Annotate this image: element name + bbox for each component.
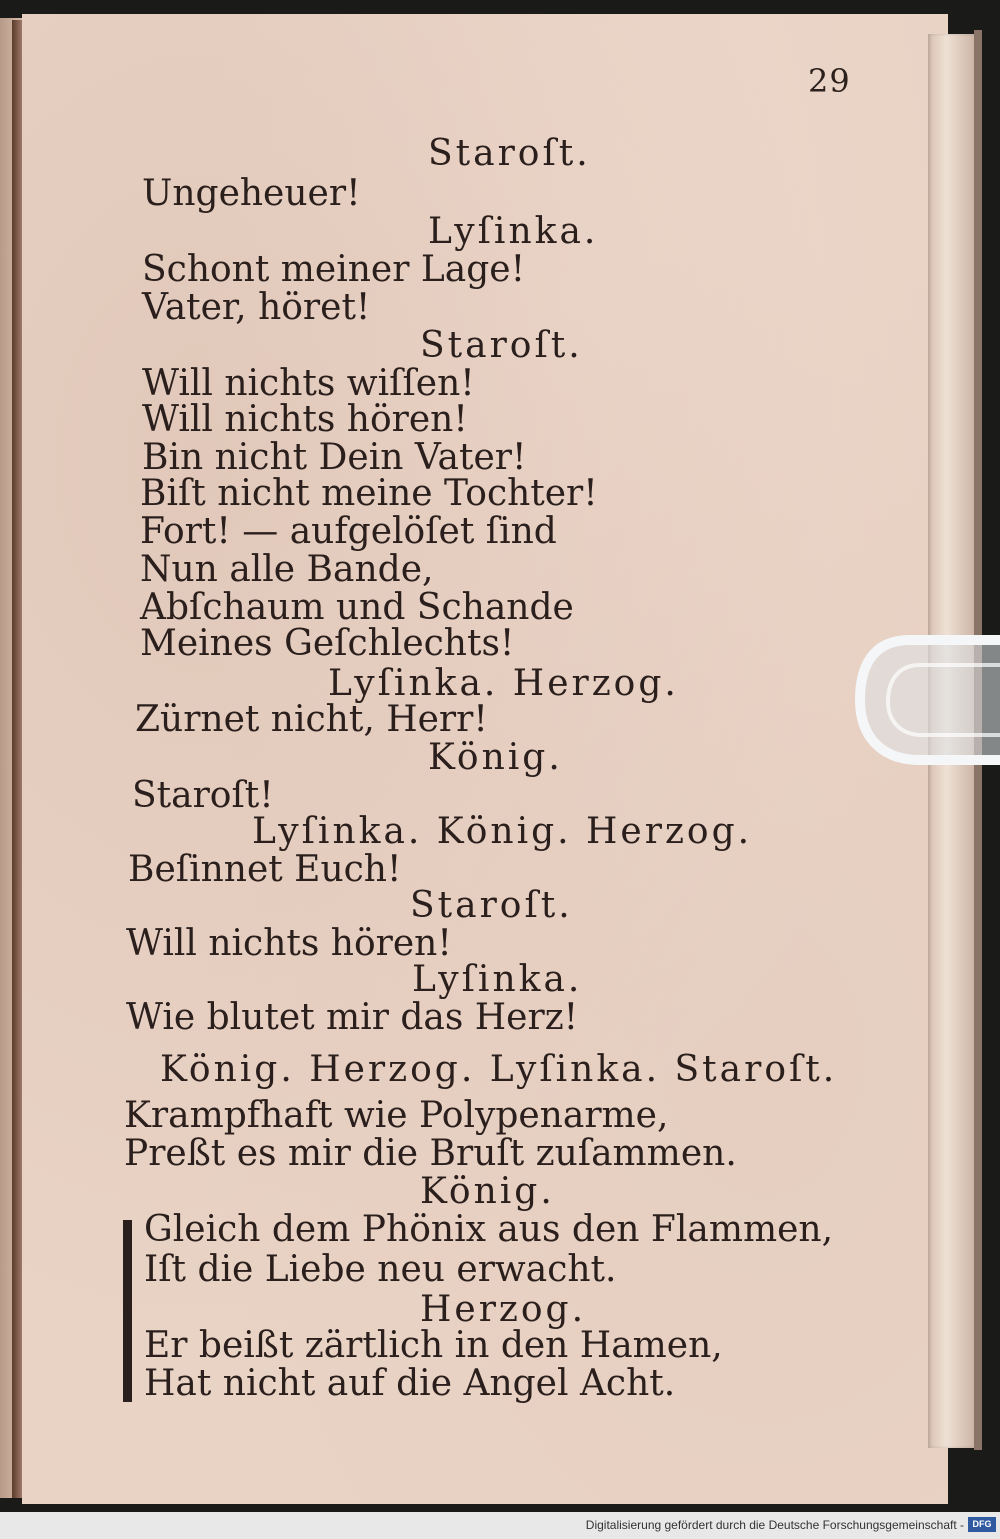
verse-line: Biſt nicht meine Tochter! <box>140 473 598 514</box>
verse-line: Abſchaum und Schande <box>140 587 574 628</box>
speaker-line: König. Herzog. Lyſinka. Staroſt. <box>160 1049 838 1090</box>
speaker-line: König. <box>428 737 563 778</box>
verse-line: Beſinnet Euch! <box>128 849 402 890</box>
page-number: 29 <box>808 62 851 100</box>
verse-line: Zürnet nicht, Herr! <box>135 699 488 740</box>
verse-line: Nun alle Bande, <box>140 549 434 590</box>
verse-line: Iſt die Liebe neu erwacht. <box>144 1249 617 1290</box>
verse-line: Er beißt zärtlich in den Hamen, <box>144 1325 723 1366</box>
speaker-line: Lyſinka. Herzog. <box>328 663 679 704</box>
speaker-line: Lyſinka. König. Herzog. <box>252 811 753 852</box>
verse-line: Meines Geſchlechts! <box>140 623 515 664</box>
footer-bar <box>0 1512 1000 1539</box>
verse-line: Vater, höret! <box>142 287 371 328</box>
verse-line: Hat nicht auf die Angel Acht. <box>144 1363 676 1404</box>
speaker-line: König. <box>420 1171 555 1212</box>
speaker-line: Lyſinka. <box>428 211 599 252</box>
verse-line: Will nichts wiſſen! <box>142 363 475 404</box>
speaker-line: Staroſt. <box>410 885 573 926</box>
paper-clip-icon <box>850 620 1000 790</box>
verse-line: Wie blutet mir das Herz! <box>126 997 579 1038</box>
dfg-logo: DFG <box>968 1517 996 1532</box>
verse-line: Will nichts hören! <box>126 923 452 964</box>
verse-line: Staroſt! <box>132 775 274 816</box>
verse-line: Fort! — aufgelöſet ſind <box>140 511 557 552</box>
verse-line: Schont meiner Lage! <box>142 249 526 290</box>
verse-bracket <box>123 1220 132 1402</box>
verse-line: Krampfhaft wie Polypenarme, <box>124 1095 669 1136</box>
speaker-line: Lyſinka. <box>412 959 583 1000</box>
verse-line: Will nichts hören! <box>142 399 468 440</box>
digitization-credit: Digitalisierung gefördert durch die Deutsche Forschungsgemeinschaft - <box>585 1518 964 1532</box>
verse-line: Gleich dem Phönix aus den Flammen, <box>144 1209 834 1250</box>
verse-line: Ungeheuer! <box>142 173 361 214</box>
speaker-line: Staroſt. <box>428 133 591 174</box>
speaker-line: Staroſt. <box>420 325 583 366</box>
speaker-line: Herzog. <box>420 1289 587 1330</box>
verse-line: Preßt es mir die Bruſt zuſammen. <box>124 1133 737 1174</box>
verse-line: Bin nicht Dein Vater! <box>142 437 527 478</box>
